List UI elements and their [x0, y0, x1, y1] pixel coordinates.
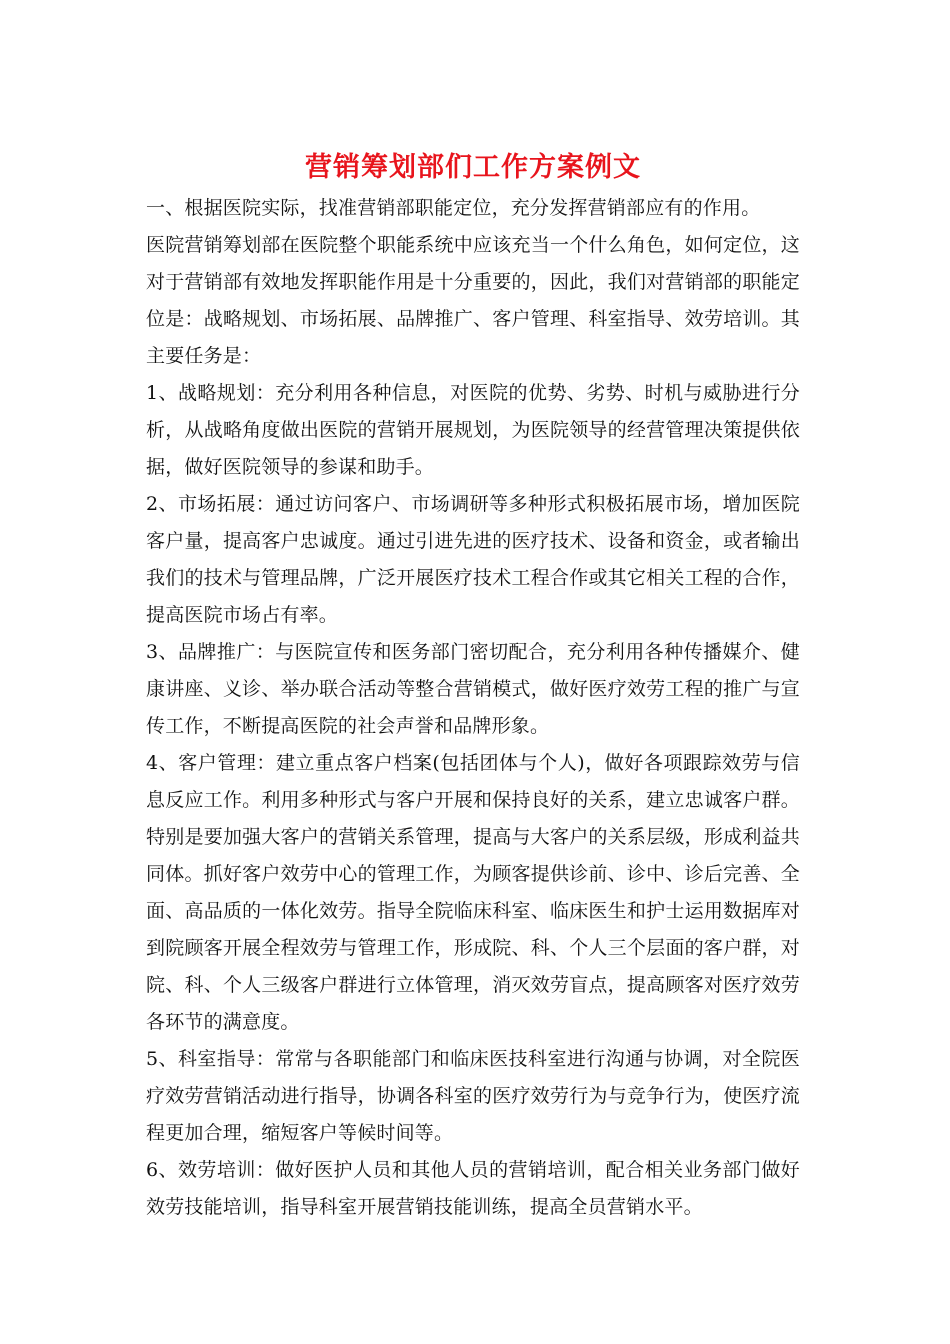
paragraph-6: 4、客户管理：建立重点客户档案(包括团体与个人)，做好各项跟踪效劳与信息反应工作。利用多种形式与客户开展和保持良好的关系，建立忠诚客户群。特别是要加强大客户的营销关系管理，提高与大客户的关系层级，形成利益共同体。抓好客户效劳中心的管理工作，为顾客提供诊前、诊中、诊后完善、全面、高品质的一体化效劳。指导全院临床科室、临床医生和护士运用数据库对到院顾客开展全程效劳与管理工作，形成院、科、个人三个层面的客户群，对院、科、个人三级客户群进行立体管理，消灭效劳盲点，提高顾客对医疗效劳各环节的满意度。 — [146, 752, 800, 1033]
paragraph-3: 1、战略规划：充分利用各种信息，对医院的优势、劣势、时机与威胁进行分析，从战略角度做出医院的营销开展规划，为医院领导的经营管理决策提供依据，做好医院领导的参谋和助手。 — [146, 382, 800, 478]
paragraph-4: 2、市场拓展：通过访问客户、市场调研等多种形式积极拓展市场，增加医院客户量，提高客户忠诚度。通过引进先进的医疗技术、设备和资金，或者输出我们的技术与管理品牌，广泛开展医疗技术工程合作或其它相关工程的合作，提高医院市场占有率。 — [146, 493, 800, 626]
paragraph-5: 3、品牌推广：与医院宣传和医务部门密切配合，充分利用各种传播媒介、健康讲座、义诊、举办联合活动等整合营销模式，做好医疗效劳工程的推广与宣传工作，不断提高医院的社会声誉和品牌形象。 — [146, 641, 800, 737]
paragraph-7: 5、科室指导：常常与各职能部门和临床医技科室进行沟通与协调，对全院医疗效劳营销活动进行指导，协调各科室的医疗效劳行为与竞争行为，使医疗流程更加合理，缩短客户等候时间等。 — [146, 1048, 800, 1144]
paragraph-8: 6、效劳培训：做好医护人员和其他人员的营销培训，配合相关业务部门做好效劳技能培训，指导科室开展营销技能训练，提高全员营销水平。 — [146, 1159, 800, 1218]
paragraph-2: 医院营销筹划部在医院整个职能系统中应该充当一个什么角色，如何定位，这对于营销部有效地发挥职能作用是十分重要的，因此，我们对营销部的职能定位是：战略规划、市场拓展、品牌推广、客户管理、科室指导、效劳培训。其主要任务是： — [146, 234, 800, 367]
document-title: 营销筹划部们工作方案例文 — [305, 152, 641, 183]
paragraph-1: 一、根据医院实际，找准营销部职能定位，充分发挥营销部应有的作用。 — [146, 197, 761, 219]
